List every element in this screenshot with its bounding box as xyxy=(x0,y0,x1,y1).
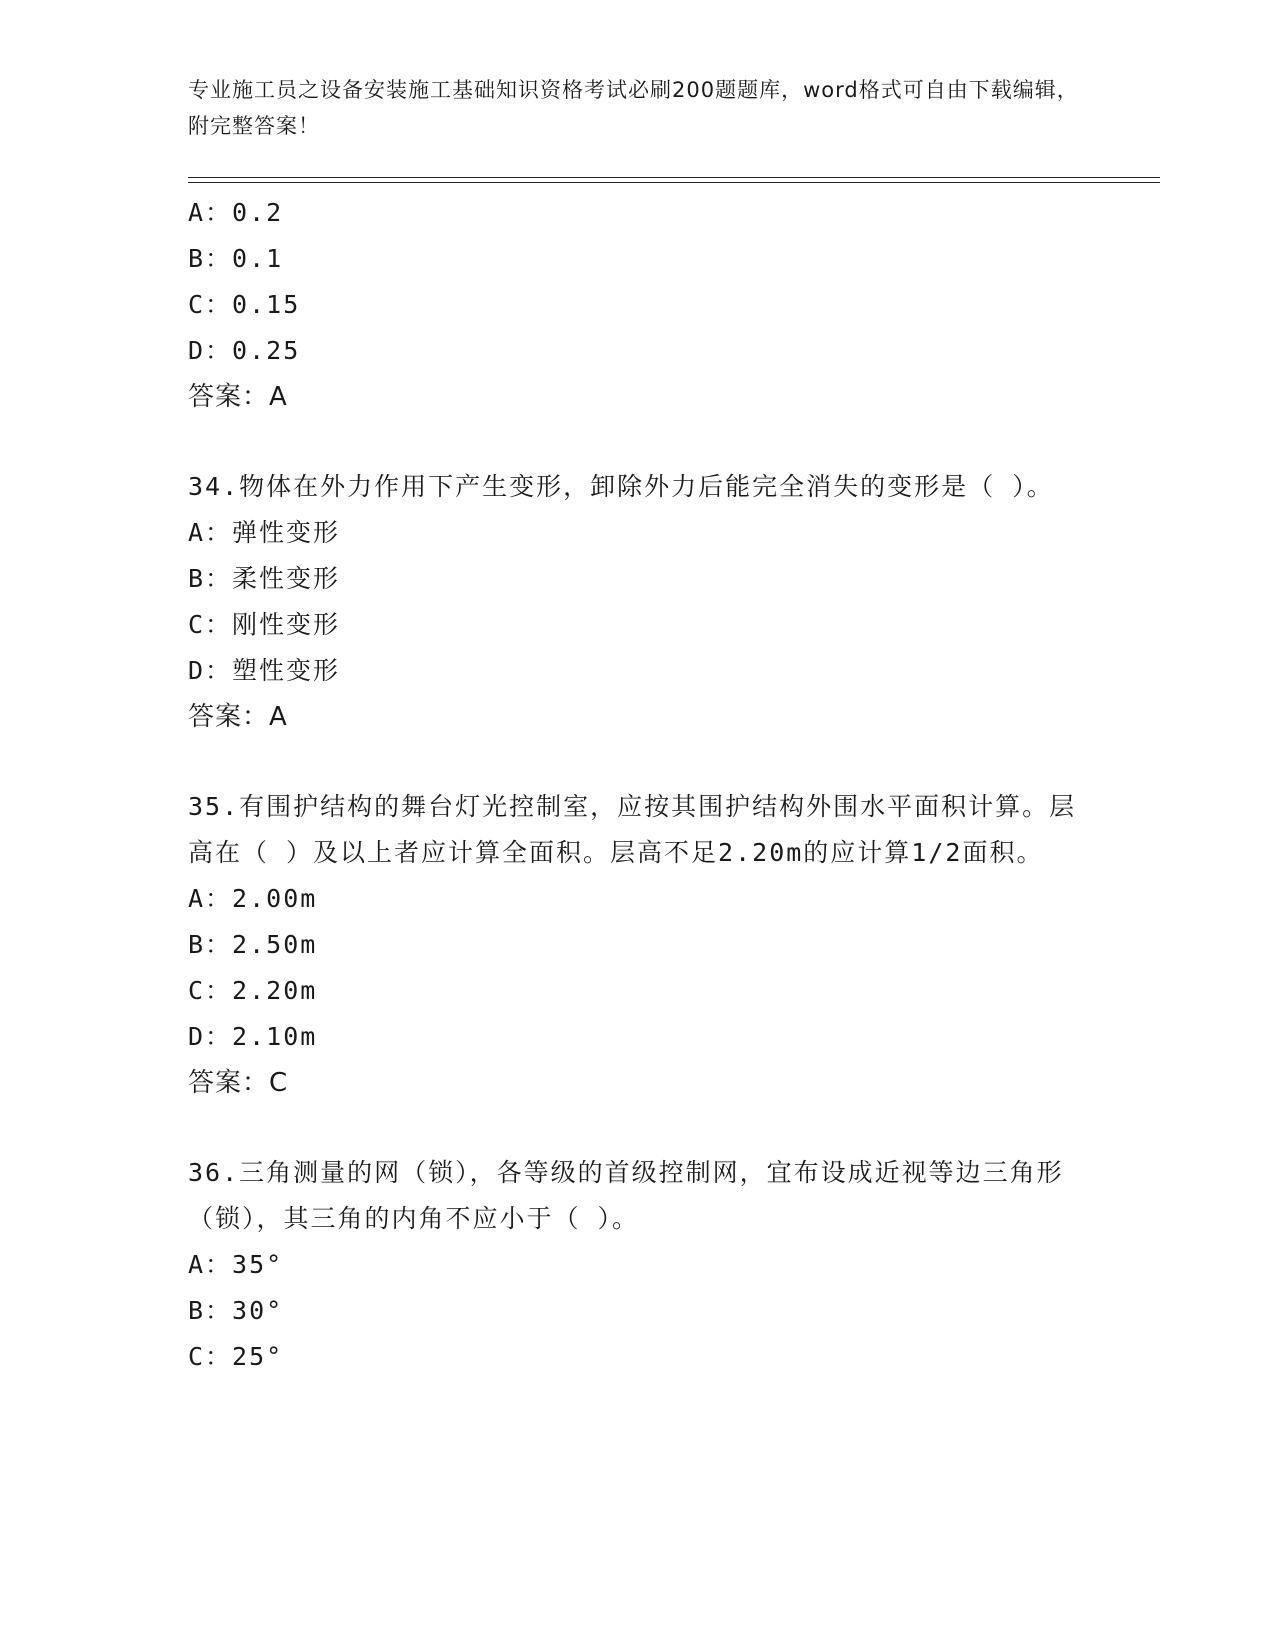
option-a: A：2.00m xyxy=(188,884,318,913)
option-b: B：0.1 xyxy=(188,244,284,273)
answer-line: 答案：A xyxy=(188,382,288,412)
question-block-34 xyxy=(188,464,1088,740)
header-divider-top xyxy=(188,177,1160,178)
question-text: 36.三角测量的网（锁），各等级的首级控制网，宜布设成近视等边三角形（锁），其三角的内角不应小于（ ）。 xyxy=(188,1158,1064,1233)
question-text: 35.有围护结构的舞台灯光控制室，应按其围护结构外围水平面积计算。层高在（ ）及以上者应计算全面积。层高不足2.20m的应计算1/2面积。 xyxy=(188,792,1077,867)
option-d: D：2.10m xyxy=(188,1022,318,1051)
answer-line: 答案：A xyxy=(188,702,288,732)
question-block-35 xyxy=(188,784,1088,1106)
header-divider-bottom xyxy=(188,182,1160,183)
option-a: A：35° xyxy=(188,1250,284,1279)
option-a: A：弹性变形 xyxy=(188,518,341,547)
question-block-33 xyxy=(188,190,1088,420)
question-list xyxy=(188,190,1088,1380)
document-header: 专业施工员之设备安装施工基础知识资格考试必刷200题题库，word格式可自由下载编辑，附完整答案！ xyxy=(188,78,1079,138)
option-b: B：2.50m xyxy=(188,930,318,959)
answer-line: 答案：C xyxy=(188,1068,289,1098)
question-text: 34.物体在外力作用下产生变形，卸除外力后能完全消失的变形是（ ）。 xyxy=(188,472,1054,501)
option-d: D：塑性变形 xyxy=(188,656,341,685)
question-block-36 xyxy=(188,1150,1088,1380)
option-c: C：25° xyxy=(188,1342,284,1371)
option-c: C：刚性变形 xyxy=(188,610,341,639)
option-d: D：0.25 xyxy=(188,336,301,365)
option-c: C：0.15 xyxy=(188,290,301,319)
option-b: B：30° xyxy=(188,1296,284,1325)
option-b: B：柔性变形 xyxy=(188,564,341,593)
option-a: A：0.2 xyxy=(188,198,284,227)
option-c: C：2.20m xyxy=(188,976,318,1005)
